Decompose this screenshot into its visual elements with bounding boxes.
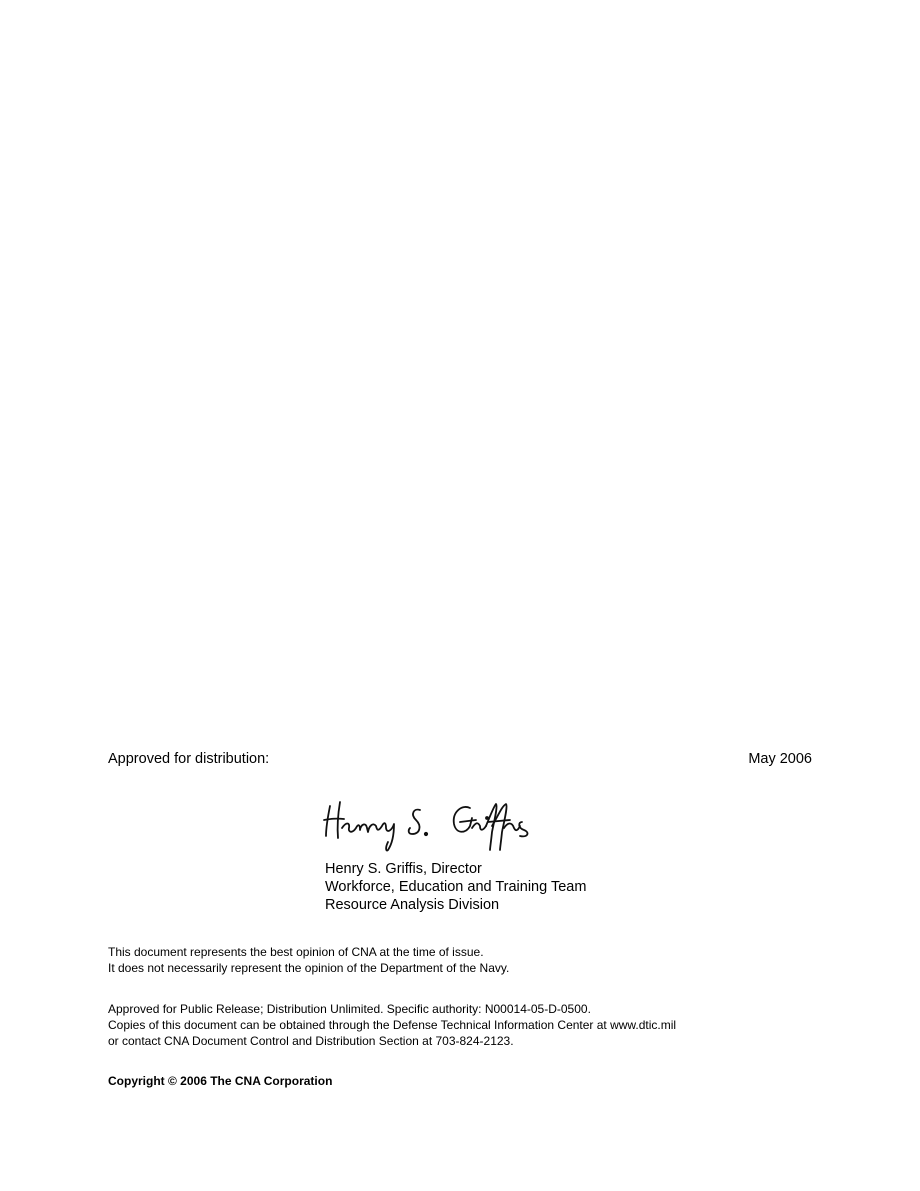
approval-row bbox=[108, 751, 812, 771]
release-line: or contact CNA Document Control and Distribution Section at 703-824-2123. bbox=[108, 1034, 514, 1048]
signatory-name-title: Henry S. Griffis, Director bbox=[325, 861, 482, 877]
signatory-division: Resource Analysis Division bbox=[325, 897, 500, 913]
signatory-block bbox=[325, 860, 586, 914]
copyright-notice: Copyright © 2006 The CNA Corporation bbox=[108, 1074, 333, 1088]
approval-date: May 2006 bbox=[748, 751, 812, 767]
release-block bbox=[108, 1001, 676, 1049]
handwritten-signature bbox=[320, 792, 545, 854]
release-line: Copies of this document can be obtained through the Defense Technical Information Center at www.dtic.mil bbox=[108, 1018, 677, 1032]
disclaimer-line: This document represents the best opinion of CNA at the time of issue. bbox=[108, 945, 484, 959]
disclaimer-line: It does not necessarily represent the opinion of the Department of the Navy. bbox=[108, 961, 510, 975]
disclaimer-block bbox=[108, 944, 509, 976]
signatory-team: Workforce, Education and Training Team bbox=[325, 879, 587, 895]
release-line: Approved for Public Release; Distribution Unlimited. Specific authority: N00014-05-D-0500. bbox=[108, 1002, 591, 1016]
approval-label: Approved for distribution: bbox=[108, 751, 270, 767]
